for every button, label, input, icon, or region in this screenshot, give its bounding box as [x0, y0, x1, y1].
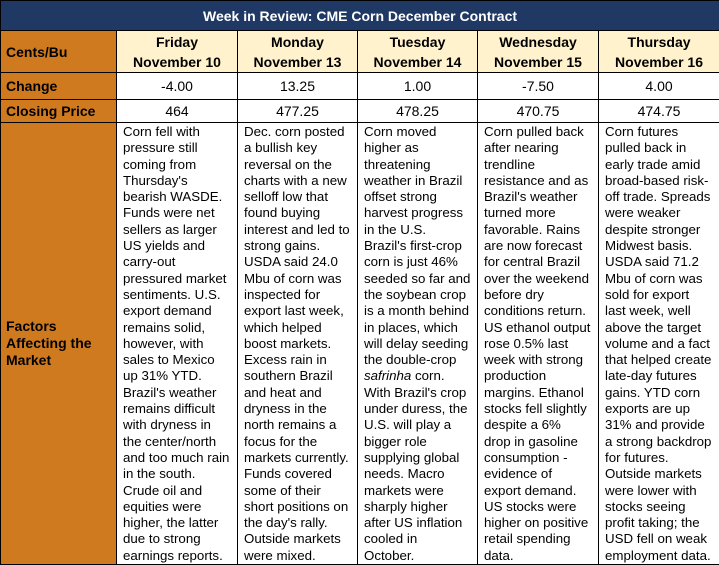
change-value-wednesday: -7.50 [478, 73, 599, 100]
factors-text-line: retail spending [484, 531, 594, 547]
factors-text-line: the double-crop [364, 352, 473, 368]
factors-text-line: sold for export [605, 287, 715, 303]
factors-text-line: in the U.S. [364, 222, 473, 238]
factors-text-line: trendline [484, 157, 594, 173]
factors-text-monday [238, 123, 358, 565]
factors-text-line: cooled in [364, 531, 473, 547]
change-value-tuesday: 1.00 [358, 73, 478, 100]
factors-text-line: that helped create [605, 352, 715, 368]
factors-text-line: which helped [244, 320, 353, 336]
factors-text-line: short positions on [244, 499, 353, 515]
factors-text-line: strong gains. [244, 238, 353, 254]
factors-text-line: sales to Mexico [123, 352, 233, 368]
factors-text-line: threatening [364, 157, 473, 173]
factors-text-line: stocks seeing [605, 499, 715, 515]
factors-text-line: for futures. [605, 450, 715, 466]
factors-text-line: and heat and [244, 385, 353, 401]
factors-text-line: reversal on the [244, 157, 353, 173]
factors-text-line: are now forecast [484, 238, 594, 254]
factors-text-line: seeded so far and [364, 271, 473, 287]
factors-text-line: off trade. Spreads [605, 189, 715, 205]
factors-text-line: volume and a fact [605, 336, 715, 352]
table-title: Week in Review: CME Corn December Contract [1, 1, 719, 31]
factors-text-line: and too much rain [123, 450, 233, 466]
factors-text-line: sharply higher [364, 499, 473, 515]
factors-text-line: some of their [244, 483, 353, 499]
factors-text-line: a strong backdrop [605, 434, 715, 450]
change-value-thursday: 4.00 [599, 73, 719, 100]
factors-text-thursday [599, 123, 719, 565]
closing-price-thursday: 474.75 [599, 100, 719, 123]
factors-text-line: with dryness in [123, 417, 233, 433]
factors-text-line: pressure still [123, 140, 233, 156]
factors-text-line: gains. YTD corn [605, 385, 715, 401]
factors-text-line: stocks fell slightly [484, 401, 594, 417]
factors-text-line: favorable. Rains [484, 222, 594, 238]
factors-text-line: safrinha corn. [364, 368, 473, 384]
factors-text-line: profit taking; the [605, 515, 715, 531]
change-value-monday: 13.25 [238, 73, 358, 100]
factors-text-line: 31% and provide [605, 417, 715, 433]
change-value-friday: -4.00 [117, 73, 238, 100]
factors-text-line: Excess rain in [244, 352, 353, 368]
factors-text-line: found buying [244, 205, 353, 221]
factors-label-line: Market [6, 352, 116, 369]
factors-text-line: despite a 6% [484, 417, 594, 433]
day-header-friday [117, 31, 238, 73]
factors-text-line: week with strong [484, 352, 594, 368]
factors-text-line: after US inflation [364, 515, 473, 531]
factors-text-line: Brazil's first-crop [364, 238, 473, 254]
factors-text-line: Funds covered [244, 466, 353, 482]
factors-text-line: selloff low that [244, 189, 353, 205]
factors-text-line: higher as [364, 140, 473, 156]
factors-text-line: focus for the [244, 434, 353, 450]
day-date: November 10 [117, 52, 237, 72]
factors-text-line: production [484, 368, 594, 384]
factors-text-line: supplying global [364, 450, 473, 466]
factors-text-line: despite stronger [605, 222, 715, 238]
factors-text-line: before dry [484, 287, 594, 303]
factors-text-line: margins. Ethanol [484, 385, 594, 401]
factors-text-line: pulled back in [605, 140, 715, 156]
day-date: November 13 [238, 52, 357, 72]
factors-text-line: north remains a [244, 417, 353, 433]
factors-text-line: broad-based risk- [605, 173, 715, 189]
factors-text-line: USD fell on weak [605, 531, 715, 547]
factors-label [1, 123, 117, 565]
factors-text-line: carry-out [123, 254, 233, 270]
factors-text-line: charts with a new [244, 173, 353, 189]
factors-text-line: earnings reports. [123, 548, 233, 564]
factors-text-line: weather in Brazil [364, 173, 473, 189]
factors-text-line: corn is just 46% [364, 254, 473, 270]
units-label: Cents/Bu [1, 31, 117, 73]
factors-text-line: With Brazil's crop [364, 385, 473, 401]
factors-text-line: needs. Macro [364, 466, 473, 482]
factors-text-line: dryness in the [244, 401, 353, 417]
factors-text-line: bigger role [364, 434, 473, 450]
factors-text-line: Outside markets [605, 466, 715, 482]
day-header-monday [238, 31, 358, 73]
factors-text-line: Brazil's weather [123, 385, 233, 401]
factors-text-line: will delay seeding [364, 336, 473, 352]
factors-text-line: boost markets. [244, 336, 353, 352]
factors-text-line: US ethanol output [484, 320, 594, 336]
factors-text-line: bearish WASDE. [123, 189, 233, 205]
closing-price-friday: 464 [117, 100, 238, 123]
closing-price-tuesday: 478.25 [358, 100, 478, 123]
factors-text-line: inspected for [244, 287, 353, 303]
factors-text-line: equities were [123, 499, 233, 515]
factors-text-line: interest and led to [244, 222, 353, 238]
factors-text-line: up 31% YTD. [123, 368, 233, 384]
factors-text-line: were lower with [605, 483, 715, 499]
factors-text-line: US stocks were [484, 499, 594, 515]
factors-text-line: early trade amid [605, 157, 715, 173]
factors-text-line: markets were [364, 483, 473, 499]
factors-text-line: Thursday's [123, 173, 233, 189]
factors-text-line: harvest progress [364, 205, 473, 221]
factors-text-line: for central Brazil [484, 254, 594, 270]
day-date: November 14 [358, 52, 477, 72]
factors-text-line: Corn moved [364, 124, 473, 140]
factors-text-line: Mbu of corn was [605, 271, 715, 287]
day-date: November 16 [599, 52, 719, 72]
day-header-thursday [599, 31, 719, 73]
factors-text-line: Outside markets [244, 531, 353, 547]
factors-text-line: resistance and as [484, 173, 594, 189]
factors-text-line: sellers as larger [123, 222, 233, 238]
closing-price-wednesday: 470.75 [478, 100, 599, 123]
factors-text-line: is a month behind [364, 303, 473, 319]
factors-text-line: after nearing [484, 140, 594, 156]
factors-text-line: offset strong [364, 189, 473, 205]
factors-text-line: remains difficult [123, 401, 233, 417]
factors-text-line: employment data. [605, 548, 715, 564]
day-name: Tuesday [358, 32, 477, 52]
factors-text-line: Funds were net [123, 205, 233, 221]
factors-text-friday [117, 123, 238, 565]
factors-text-wednesday [478, 123, 599, 565]
day-name: Wednesday [478, 32, 598, 52]
factors-text-line: Mbu of corn was [244, 271, 353, 287]
factors-text-line: USDA said 71.2 [605, 254, 715, 270]
factors-text-line: export last week, [244, 303, 353, 319]
factors-text-line: however, with [123, 336, 233, 352]
factors-text-line: were weaker [605, 205, 715, 221]
factors-text-line: pressured market [123, 271, 233, 287]
factors-text-line: in places, which [364, 320, 473, 336]
factors-text-line: Corn futures [605, 124, 715, 140]
factors-text-line: turned more [484, 205, 594, 221]
factors-text-line: data. [484, 548, 594, 564]
italic-term: safrinha [364, 368, 411, 383]
factors-text-line: the soybean crop [364, 287, 473, 303]
factors-text-line: exports are up [605, 401, 715, 417]
factors-text-line: rose 0.5% last [484, 336, 594, 352]
factors-text-line: due to strong [123, 531, 233, 547]
factors-text-line: remains solid, [123, 320, 233, 336]
factors-text-line: were mixed. [244, 548, 353, 564]
factors-text-line: higher, the latter [123, 515, 233, 531]
factors-text-line: Crude oil and [123, 483, 233, 499]
factors-text-line: USDA said 24.0 [244, 254, 353, 270]
factors-text-line: the day's rally. [244, 515, 353, 531]
factors-text-line: a bullish key [244, 140, 353, 156]
change-label: Change [1, 73, 117, 100]
factors-text-tuesday [358, 123, 478, 565]
factors-text-line: coming from [123, 157, 233, 173]
factors-text-line: sentiments. U.S. [123, 287, 233, 303]
factors-text-line: evidence of [484, 466, 594, 482]
factors-text-line: above the target [605, 320, 715, 336]
day-name: Thursday [599, 32, 719, 52]
factors-text-line: the center/north [123, 434, 233, 450]
factors-text-line: October. [364, 548, 473, 564]
day-name: Friday [117, 32, 237, 52]
factors-text-line: conditions return. [484, 303, 594, 319]
day-date: November 15 [478, 52, 598, 72]
factors-text-line: in the south. [123, 466, 233, 482]
factors-text-line: under duress, the [364, 401, 473, 417]
day-header-wednesday [478, 31, 599, 73]
factors-text-line: Midwest basis. [605, 238, 715, 254]
factors-text-line: drop in gasoline [484, 434, 594, 450]
factors-text-line: consumption - [484, 450, 594, 466]
factors-text-line: export demand [123, 303, 233, 319]
factors-text-line: US yields and [123, 238, 233, 254]
closing-price-monday: 477.25 [238, 100, 358, 123]
factors-text-line: Corn fell with [123, 124, 233, 140]
factors-text-line: higher on positive [484, 515, 594, 531]
day-header-tuesday [358, 31, 478, 73]
factors-text-line: Dec. corn posted [244, 124, 353, 140]
factors-text-line: export demand. [484, 483, 594, 499]
day-name: Monday [238, 32, 357, 52]
factors-text-line: last week, well [605, 303, 715, 319]
factors-text-line: U.S. will play a [364, 417, 473, 433]
factors-text-line: Brazil's weather [484, 189, 594, 205]
factors-text-line: over the weekend [484, 271, 594, 287]
factors-text-line: Corn pulled back [484, 124, 594, 140]
factors-text-line: late-day futures [605, 368, 715, 384]
factors-text-line: markets currently. [244, 450, 353, 466]
factors-text-line: southern Brazil [244, 368, 353, 384]
factors-label-line: Affecting the [6, 335, 116, 352]
factors-label-line: Factors [6, 318, 116, 335]
closing-price-label: Closing Price [1, 100, 117, 123]
